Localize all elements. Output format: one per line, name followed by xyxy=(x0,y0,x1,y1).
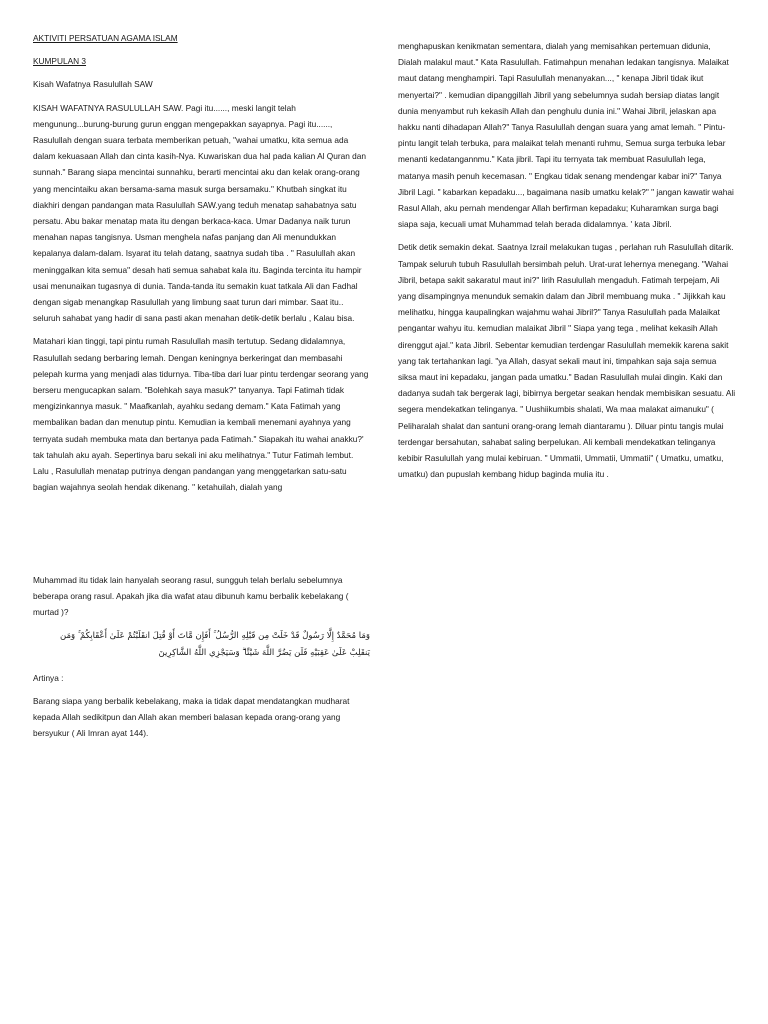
paragraph: menghapuskan kenikmatan sementara, dialah yang memisahkan pertemuan didunia, Dialah malakul maut." Kata Rasulullah. Fatimahpun menahan ledakan tangisnya. Malaikat maut datang menghampiri. Tapi Rasulullah menanyakan..., " kenapa Jibril tidak ikut menyertai?" . kemudian dipanggillah Jibril yang sebelumnya sudah bersiap diatas langit dunia menyambut ruh kekasih Allah dan penghulu dunia ini." Wahai Jibril, jelaskan apa hakku nanti dihadapan Allah?" Tanya Rasulullah dengan suara yang amat lemah. " Pintu-pintu langit telah terbuka, para malaikat telah menanti ruhmu, Semua surga terbuka lebar menanti kedatangannmu." Kata jibril. Tapi itu ternyata tak membuat Rasulullah lega, matanya masih penuh kecemasan. " Engkau tidak senang mendengar kabar ini?" Tanya Jibril Lagi. " kabarkan kepadaku..., bagaimana nasib umatku kelak?" " jangan kawatir wahai Rasul Allah, aku pernah mendengar Allah berfirman kepadaku; Kuharamkan surga bagi siapa saja, kecuali umat Muhammad telah berada didalamnya. ' kata Jibril. xyxy=(398,41,734,230)
artinya-label: Artinya : xyxy=(33,672,64,683)
verse-intro: Muhammad itu tidak lain hanyalah seorang rasul, sungguh telah berlalu sebelumnya beberapa orang rasul. Apakah jika dia wafat atau dibunuh kamu berbalik kebelakang ( murtad )? xyxy=(33,575,349,618)
arabic-verse xyxy=(33,628,370,662)
document-title: AKTIVITI PERSATUAN AGAMA ISLAM xyxy=(33,33,178,43)
left-column xyxy=(33,30,370,502)
paragraph: Detik detik semakin dekat. Saatnya Izrail melakukan tugas , perlahan ruh Rasulullah ditarik. Tampak seluruh tubuh Rasulullah bersimbah peluh. Urat-urat lehernya menegang. "Wahai Jibril, betapa sakit sakaratul maut ini?" lirih Rasulullah mengaduh. Fatimah terpejam, Ali yang disampingnya menunduk semakin dalam dan Jibril membuang muka . " Jijikkah kau melihatku, hingga kaupalingkan wajahmu wahai Jibril?" Tanya Rasulullah pada Malaikat pengantar wahyu itu. kemudian malaikat Jibril " Siapa yang tega , melihat kekasih Allah direnggut ajal." kata Jibril. Sebentar kemudian terdengar Rasulullah memekik karena sakit yang tak tertahankan lagi. "ya Allah, dasyat sekali maut ini, timpahkan saja saja semua siksa maut ini kepadaku, jangan pada umatku." Badan Rasulullah mulai dingin. Kaki dan dadanya sudah tak bergerak lagi, bibirnya bergetar seakan hendak membisikan sesuatu. Ali segera mendekatkan telinganya. " Uushiikumbis shalati, Wa maa malakat aimanuku" ( Peliharalah shalat dan santuni orang-orang lemah diantaramu ). Diluar pintu tangis mulai terdengar bersahutan, sahabat saling berpelukan. Ali kembali mendekatkan telinganya kebibir Rasulullah yang mulai kebiruan. " Ummatii, Ummatii, Ummatii" ( Umatku, umatku, umatku) dan pupuslah kembang hidup baginda mulia itu . xyxy=(398,242,736,480)
verse-translation: Barang siapa yang berbalik kebelakang, maka ia tidak dapat mendatangkan mudharat kepada Allah sedikitpun dan Allah akan memberi balasan kepada orang-orang yang bersyukur ( Ali Imran ayat 144). xyxy=(33,695,350,739)
paragraph: Matahari kian tinggi, tapi pintu rumah Rasulullah masih tertutup. Sedang didalamnya, Rasulullah sedang berbaring lemah. Dengan keningnya berkeringat dan membasahi pelepah kurma yang menjadi alas tidurnya. Tiba-tiba dari luar pintu terdengar seorang yang berseru mengucapkan salam. "Bolehkah saya masuk?" tanyanya. Tapi Fatimah tidak mengizinkannya masuk. " Maafkanlah, ayahku sedang demam." Kata Fatimah yang membalikan badan dan menutup pintu. Kemudian ia kembali menemani ayahnya yang ternyata sudah membuka mata dan bertanya pada Fatimah." Siapakah itu wahai anakku?' tak tahulah aku ayah. Sepertinya baru sekali ini aku melihatnya." Tutur Fatimah lembut. Lalu , Rasulullah menatap putrinya dengan pandangan yang menggetarkan satu-satu bagian wajahnya seolah hendak dikenang. " ketahuilah, dialah yang xyxy=(33,336,369,493)
story-subtitle: Kisah Wafatnya Rasulullah SAW xyxy=(33,79,153,90)
group-heading: KUMPULAN 3 xyxy=(33,56,87,67)
verse-section xyxy=(33,572,370,748)
right-column xyxy=(398,38,736,489)
arabic-verse-line: يَنقَلِبْ عَلَىٰ عَقِبَيْهِ فَلَن يَضُرَّ اللَّهَ شَيْئًا ۗ وَسَيَجْزِي اللَّهُ الشَّاكِرِينَ xyxy=(158,647,370,658)
paragraph: KISAH WAFATNYA RASULULLAH SAW. Pagi itu......, meski langit telah mengunung...burung-burung gurun enggan mengepakkan sayapnya. Pagi itu......, Rasulullah dengan suara terbata memberikan petuah, "wahai umatku, kita semua ada dalam kekuasaan Allah dan cinta kasih-Nya. Kuwariskan dua hal pada kalian Al Quran dan sunnah." Barang siapa mencintai sunnahku, berarti mencintai aku dan kelak orang-orang yang mencintaiku akan bersama-sama masuk surga bersamaku." Khutbah singkat itu diakhiri dengan pandangan mata Rasulullah SAW.yang teduh menatap sahabatnya satu persatu. Abu bakar menatap mata itu dengan berkaca-kaca. Umar Dadanya naik turun menahan napas tangisnya. Usman menghela nafas panjang dan Ali menundukkan kepalanya dalam-dalam. Isyarat itu telah datang, saatnya sudah tiba . " Rasulullah akan meninggalkan kita semua" desah hati semua sahabat kala itu. Baginda tercinta itu hampir usai menunaikan tugasnya di dunia. Tanda-tanda itu semakin kuat tatkala Ali dan Fadhal dengan sigab menangkap Rasulullah yang limbung saat turun dari mimbar. Saat itu.. seluruh sahabat yang hadir di sana pasti akan menahan detik-detik berlalu , Kalau bisa. xyxy=(33,102,367,324)
arabic-verse-line: وَمَا مُحَمَّدٌ إِلَّا رَسُولٌ قَدْ خَلَتْ مِن قَبْلِهِ الرُّسُلُ ۚ أَفَإِن مَّاتَ أَوْ قُتِلَ انقَلَبْتُمْ عَلَىٰ أَعْقَابِكُمْ ۚ وَمَن xyxy=(59,630,370,641)
